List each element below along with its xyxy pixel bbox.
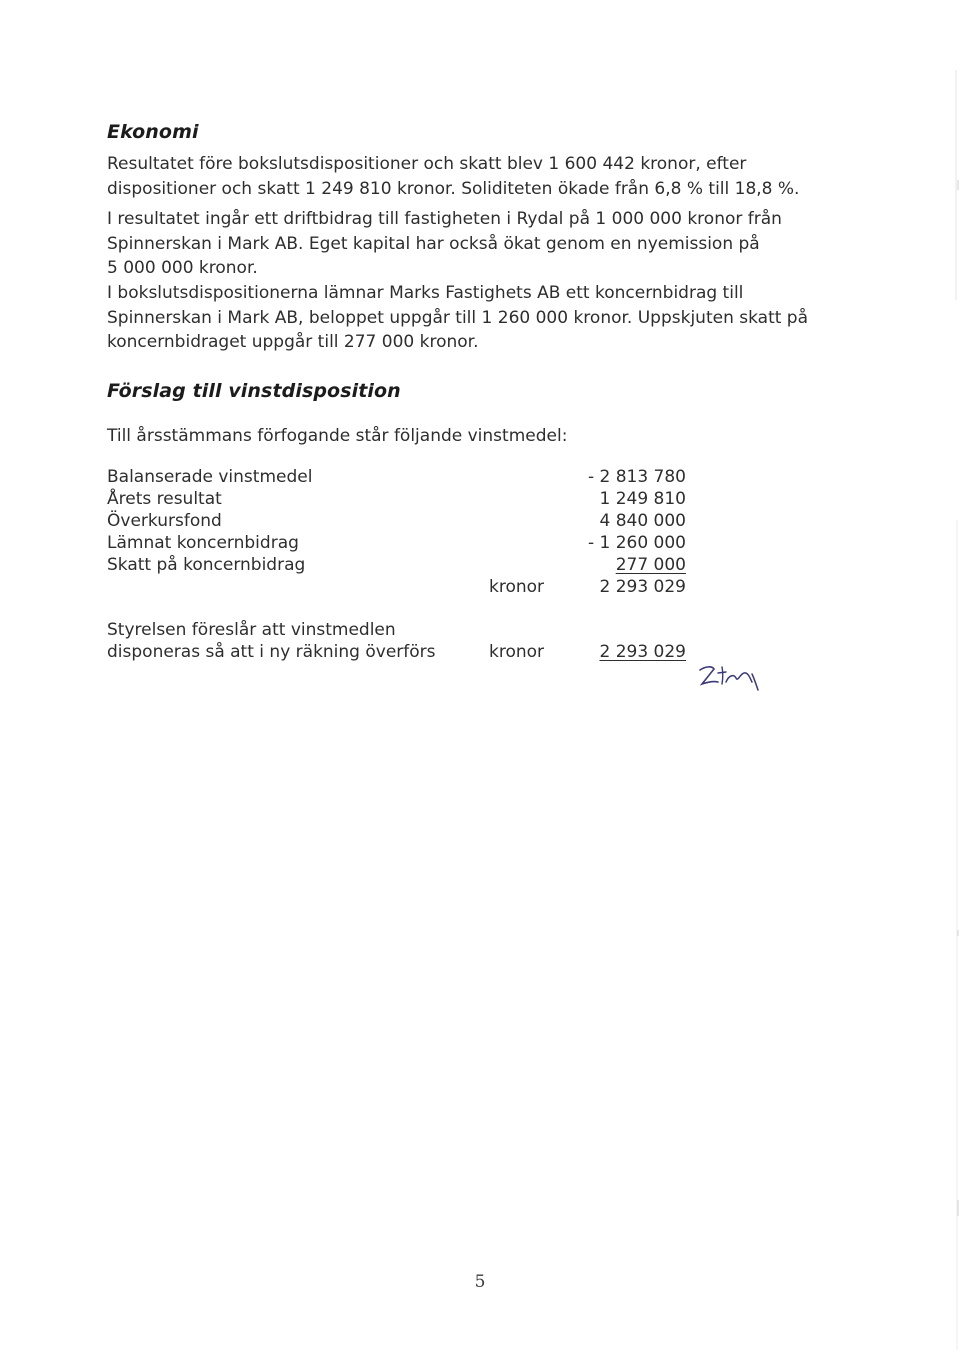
row-amount: - 2 813 780 — [587, 467, 686, 487]
proposal-line-2 — [0, 641, 960, 663]
forslag-intro — [107, 424, 867, 449]
table-row — [0, 466, 960, 488]
paragraph-line: Resultatet före bokslutsdispositioner och skatt blev 1 600 442 kronor, efter — [107, 154, 747, 174]
row-label: Balanserade vinstmedel — [107, 467, 313, 487]
table-row-total — [0, 576, 960, 598]
proposal-unit: kronor — [489, 642, 545, 662]
ekonomi-paragraph-1 — [107, 152, 867, 281]
row-amount: 4 840 000 — [599, 511, 686, 531]
paragraph-line: Spinnerskan i Mark AB, beloppet uppgår till 1 260 000 kronor. Uppskjuten skatt på — [107, 307, 809, 328]
paragraph-line: I resultatet ingår ett driftbidrag till fastigheten i Rydal på 1 000 000 kronor från — [107, 209, 782, 229]
table-row — [0, 554, 960, 576]
paragraph-line: koncernbidraget uppgår till 277 000 kronor. — [107, 332, 479, 352]
row-label: Skatt på koncernbidrag — [107, 555, 306, 575]
paragraph-line: Spinnerskan i Mark AB. Eget kapital har också ökat genom en nyemission på — [107, 233, 760, 254]
ekonomi-paragraph-2 — [107, 281, 867, 355]
intro-text: Till årsstämmans förfogande står följande vinstmedel: — [107, 426, 568, 446]
row-amount: - 1 260 000 — [587, 533, 686, 553]
table-row — [0, 510, 960, 532]
paragraph-line: 5 000 000 kronor. — [107, 258, 258, 278]
proposal-amount: 2 293 029 — [599, 642, 686, 662]
table-row — [0, 488, 960, 510]
paragraph-line: dispositioner och skatt 1 249 810 kronor. Soliditeten ökade från 6,8 % till 18,8 %. — [107, 178, 800, 199]
row-amount: 2 293 029 — [599, 577, 686, 597]
row-label: Överkursfond — [107, 511, 222, 531]
row-label: Årets resultat — [107, 489, 222, 509]
page-number: 5 — [474, 1272, 486, 1292]
row-label: Lämnat koncernbidrag — [107, 533, 299, 553]
section-heading-forslag: Förslag till vinstdisposition — [107, 380, 401, 402]
row-unit: kronor — [489, 577, 545, 597]
paragraph-line: I bokslutsdispositionerna lämnar Marks Fastighets AB ett koncernbidrag till — [107, 283, 744, 303]
scan-edge-marks — [946, 0, 960, 1358]
row-amount: 1 249 810 — [599, 489, 686, 509]
proposal-text: Styrelsen föreslår att vinstmedlen — [107, 620, 396, 640]
proposal-text: disponeras så att i ny räkning överförs — [107, 642, 436, 662]
section-heading-ekonomi: Ekonomi — [107, 121, 199, 143]
row-amount: 277 000 — [615, 555, 686, 575]
proposal-line-1 — [0, 619, 960, 641]
table-row — [0, 532, 960, 554]
handwritten-signature — [696, 660, 768, 694]
